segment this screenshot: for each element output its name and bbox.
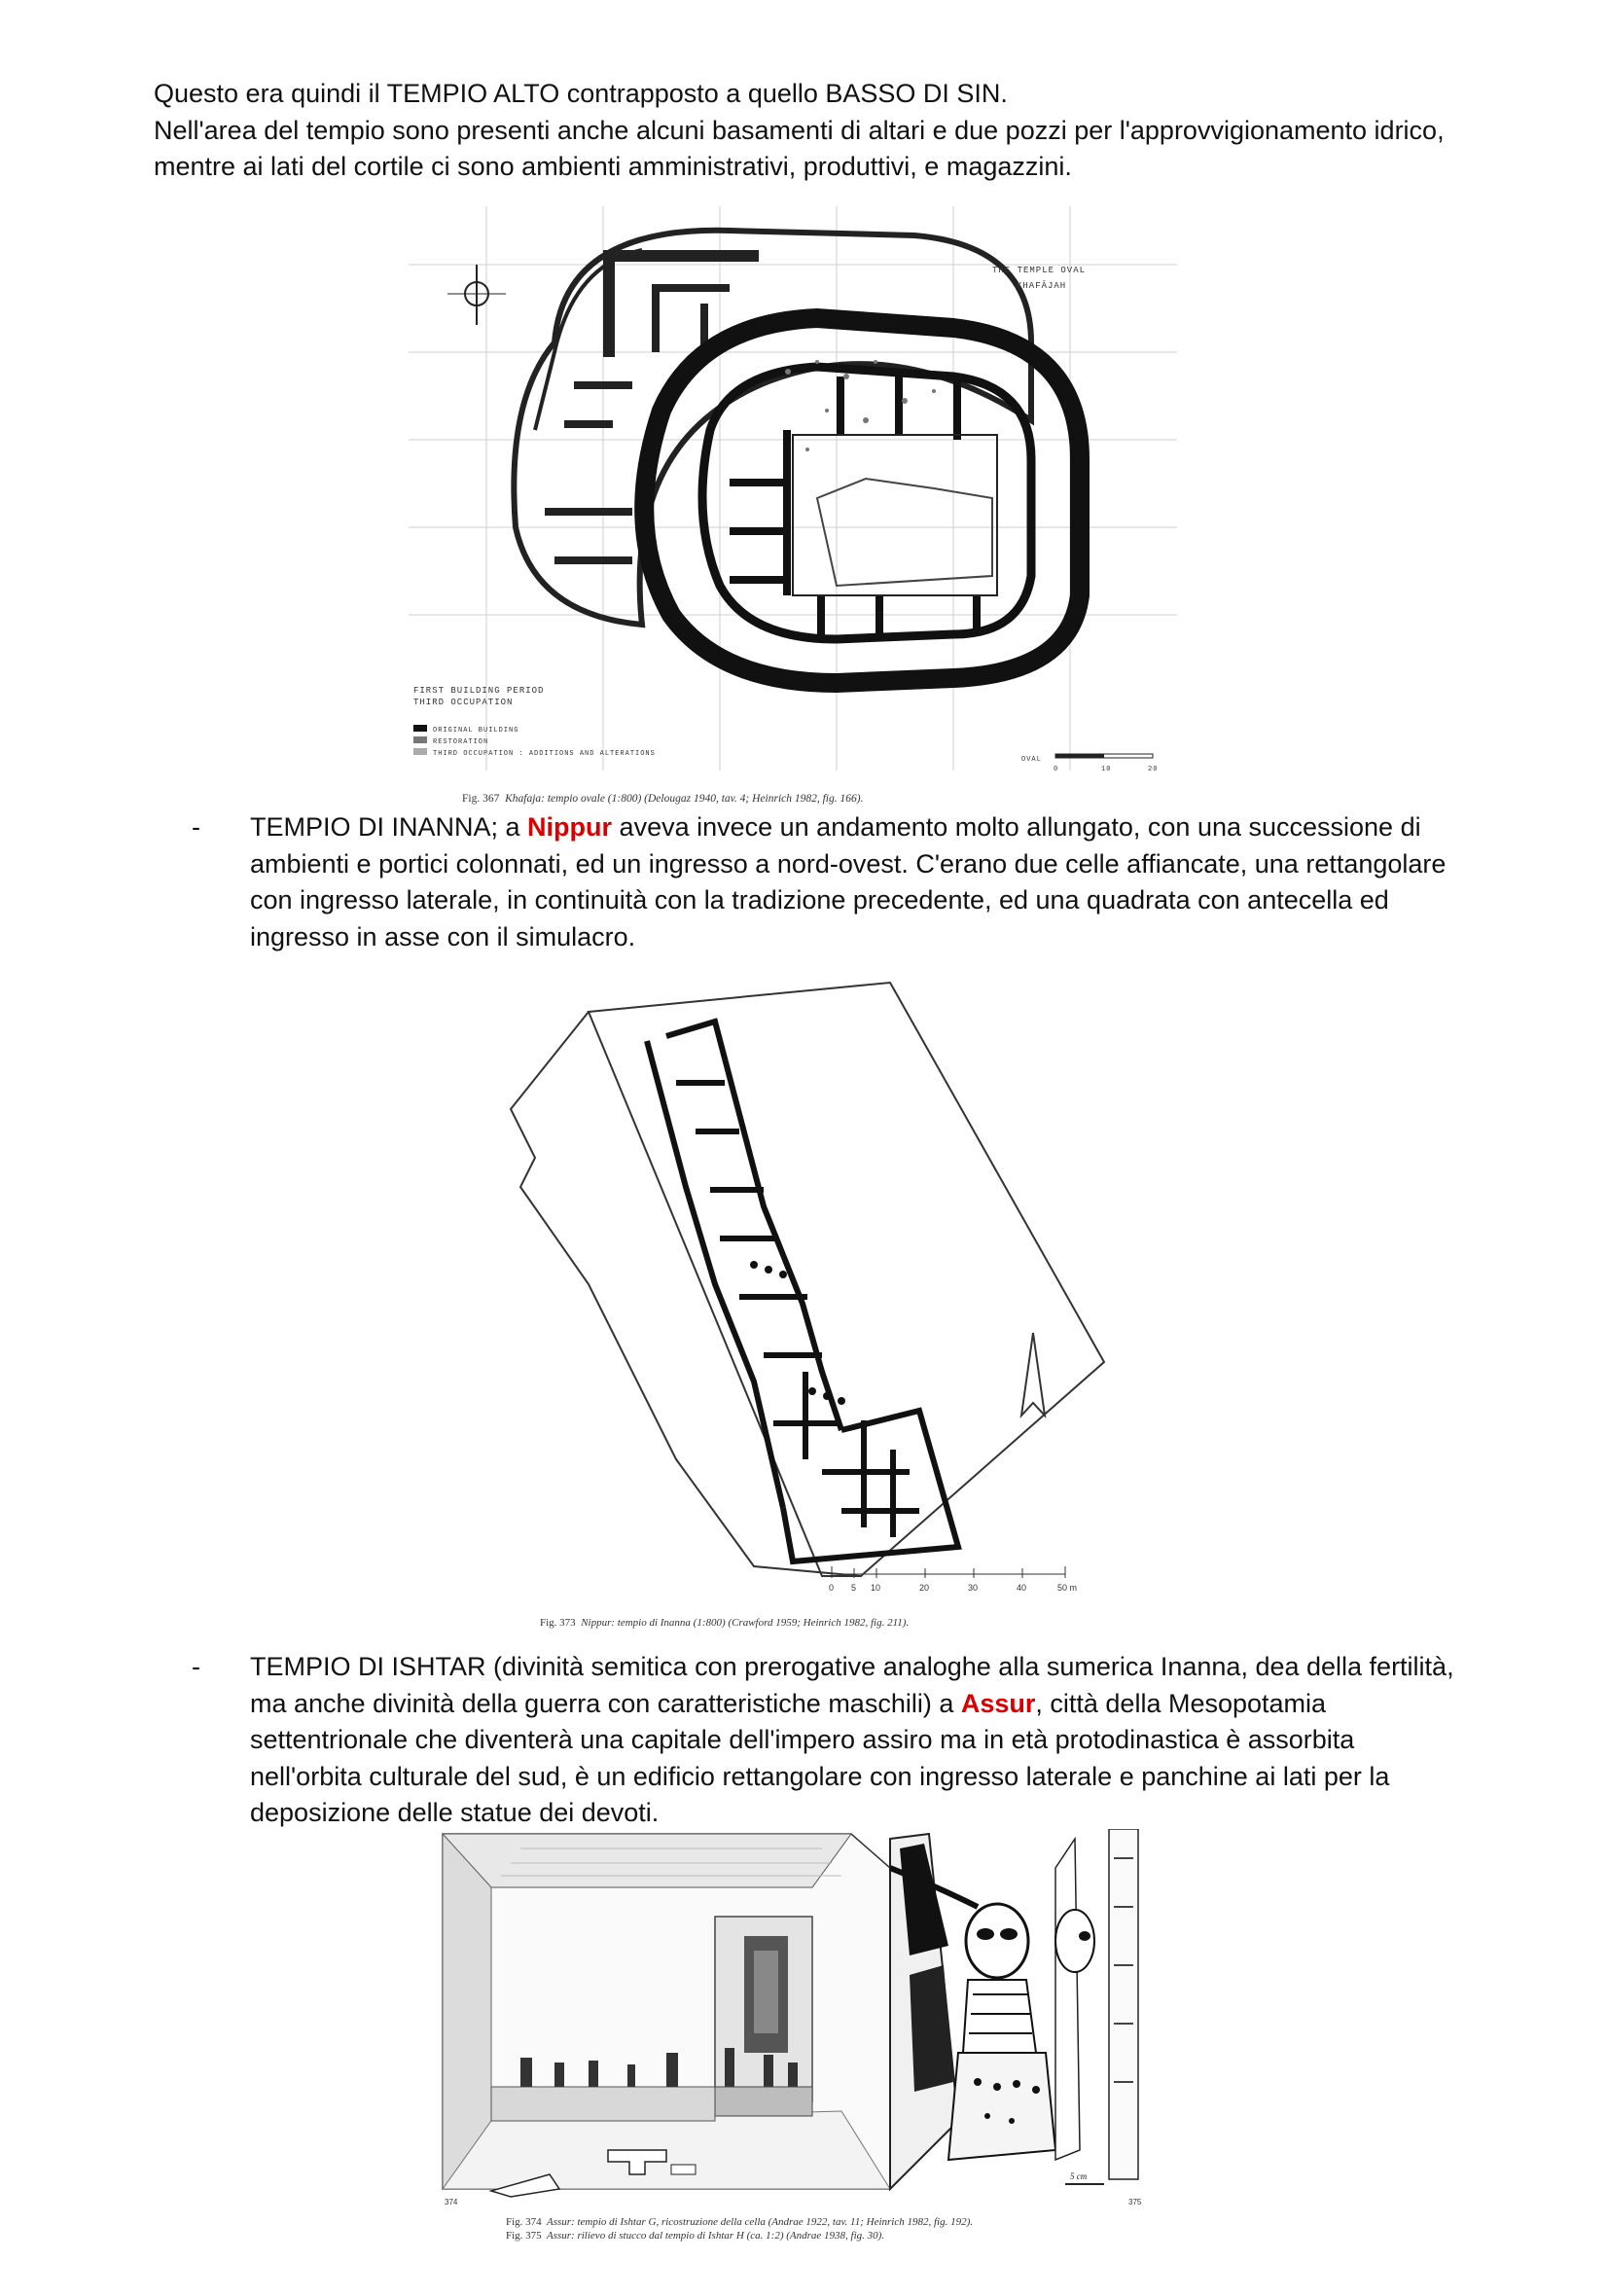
place-nippur: Nippur (527, 812, 613, 842)
temple-oval-plan (409, 206, 1177, 780)
figure-number-374: 374 (445, 2198, 458, 2206)
scale-tick-0: 0 (1054, 766, 1059, 773)
scale-tick-20: 20 (1148, 766, 1159, 773)
figure-inanna-nippur (472, 963, 1153, 1639)
figure3-caption-1-number: Fig. 374 (506, 2216, 542, 2228)
nippur-scale-50: 50 m (1057, 1583, 1078, 1593)
figure-temple-oval (409, 206, 1177, 814)
relief-scale-label: 5 cm (1070, 2171, 1088, 2181)
bullet2-text-after: , città della Mesopotamia settentrionale che diventerà una capitale dell'impero assiro ma in età protodinastica è assorbita nell'orbita culturale del sud, è un edificio rettangolare con ingresso laterale e panchine ai lati per la deposizione delle statue dei devoti. (250, 1688, 1390, 1827)
plan-title-2: KHAFĀJAH (1017, 281, 1067, 291)
north-arrow-icon (1021, 1333, 1045, 1416)
nippur-scale-20: 20 (919, 1583, 930, 1593)
legend-item-1: ORIGINAL BUILDING (433, 727, 519, 735)
plan-legend (413, 686, 656, 758)
bullet-ishtar (192, 1649, 1459, 1832)
figure-number-375: 375 (1128, 2198, 1142, 2206)
intro-line-1: Questo era quindi il TEMPIO ALTO contrapposto a quello BASSO DI SIN. (154, 79, 1008, 108)
nippur-scale-10: 10 (871, 1583, 881, 1593)
bullet-inanna (192, 809, 1459, 955)
figure3-caption-1-text: Assur: tempio di Ishtar G, ricostruzione della cella (Andrae 1922, tav. 11; Heinrich 1982, fig. 192). (547, 2216, 974, 2228)
legend-item-3: THIRD OCCUPATION : ADDITIONS AND ALTERATIONS (433, 750, 656, 758)
figure3-caption-2-number: Fig. 375 (506, 2230, 542, 2242)
figure2-caption (540, 1617, 1153, 1629)
figure1-caption (462, 793, 1177, 805)
figure3-caption-2-text: Assur: rilievo di stucco dal tempio di Ishtar H (ca. 1:2) (Andrae 1938, fig. 30). (547, 2230, 885, 2242)
plan-title-1: THE TEMPLE OVAL (992, 266, 1087, 275)
legend-item-2: RESTORATION (433, 738, 489, 746)
nippur-scale-0: 0 (829, 1583, 835, 1593)
nippur-scale-40: 40 (1017, 1583, 1027, 1593)
intro-paragraph (154, 76, 1467, 186)
figure2-caption-number: Fig. 373 (540, 1617, 576, 1629)
figure1-caption-text: Khafaja: tempio ovale (1:800) (Delougaz 1940, tav. 4; Heinrich 1982, fig. 166). (505, 793, 864, 805)
stucco-relief (890, 1829, 1138, 2189)
place-assur: Assur (960, 1688, 1036, 1718)
bullet2-text-before: TEMPIO DI ISHTAR (divinità semitica con prerogative analoghe alla sumerica Inanna, dea della fertilità, ma anche divinità della guerra con caratteristiche maschili) a (250, 1652, 1454, 1718)
nippur-scale-30: 30 (968, 1583, 979, 1593)
nippur-scale-5: 5 (851, 1583, 857, 1593)
scale-label: OVAL (1021, 756, 1042, 764)
scale-tick-10: 10 (1101, 766, 1112, 773)
figure3-captions (506, 2215, 1090, 2242)
legend-title-1: FIRST BUILDING PERIOD (413, 686, 545, 696)
figure3-caption-1 (506, 2215, 1090, 2229)
north-compass-icon (447, 265, 506, 325)
ishtar-illustration (433, 1829, 1153, 2208)
figure-ishtar-assur (433, 1829, 1153, 2296)
bullet-dash: - (192, 1652, 200, 1681)
legend-title-2: THIRD OCCUPATION (413, 698, 514, 707)
plan-scale-bar (1021, 754, 1158, 773)
intro-line-2: Nell'area del tempio sono presenti anche alcuni basamenti di altari e due pozzi per l'approvvigionamento idrico, mentre ai lati del cortile ci sono ambienti amministrativi, produttivi, e magazzini. (154, 115, 1445, 181)
inanna-plan (472, 963, 1153, 1600)
bullet1-text-before: TEMPIO DI INANNA; a (250, 812, 528, 842)
bullet-dash: - (192, 812, 200, 842)
figure1-caption-number: Fig. 367 (462, 793, 500, 805)
bullet1-text-after: aveva invece un andamento molto allungato, con una successione di ambienti e portici colonnati, ed un ingresso a nord-ovest. C'erano due celle affiancate, una rettangolare con ingresso laterale, in continuità con la tradizione precedente, ed una quadrata con antecella ed ingresso in asse con il simulacro. (250, 812, 1447, 951)
figure3-caption-2 (506, 2229, 1090, 2242)
figure2-caption-text: Nippur: tempio di Inanna (1:800) (Crawford 1959; Heinrich 1982, fig. 211). (581, 1617, 910, 1629)
cella-reconstruction (443, 1834, 890, 2197)
